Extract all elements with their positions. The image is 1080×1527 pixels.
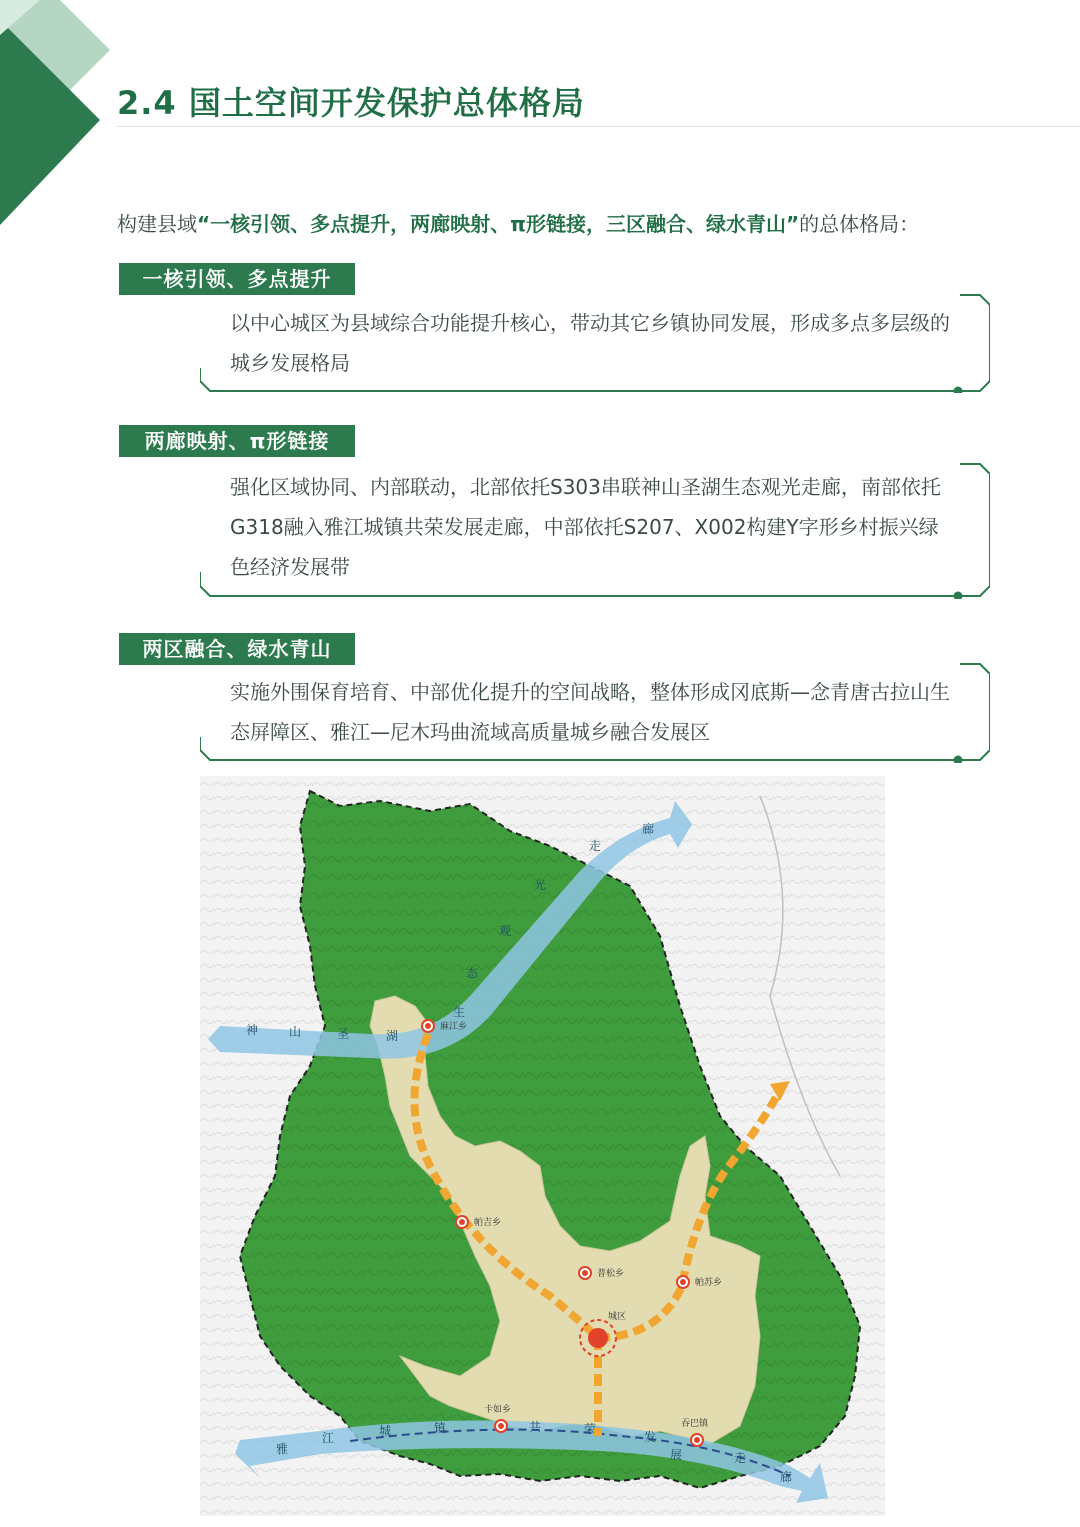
core-city-marker [588, 1328, 608, 1348]
corner-decoration [0, 0, 110, 230]
south-char: 镇 [433, 1421, 447, 1435]
north-char: 光 [533, 878, 547, 892]
section-heading-zones: 两区融合、绿水青山 [119, 633, 355, 665]
section-body-zones: 实施外围保育培育、中部优化提升的空间战略，整体形成冈底斯—念青唐古拉山生态屏障区、雅江—尼木玛曲流域高质量城乡融合发展区 [230, 680, 950, 744]
town-label: 普松乡 [597, 1269, 625, 1279]
north-char: 生 [452, 1005, 466, 1019]
north-char: 神 [245, 1023, 259, 1037]
south-char: 展 [669, 1448, 683, 1462]
section-heading-core: 一核引领、多点提升 [119, 263, 355, 295]
north-char: 圣 [336, 1027, 350, 1041]
town-marker-dot [425, 1023, 431, 1029]
intro-suffix: 的总体格局： [799, 212, 920, 236]
title-divider [117, 126, 1080, 127]
town-marker-dot [459, 1219, 465, 1225]
town-marker-dot [582, 1270, 588, 1276]
south-char: 共 [528, 1420, 542, 1434]
north-char: 廊 [641, 822, 655, 836]
section-panel-core [200, 293, 990, 393]
town-label: 吞巴镇 [681, 1419, 709, 1429]
intro-prefix: 构建县域 [117, 212, 197, 236]
section-body-core: 以中心城区为县域综合功能提升核心，带动其它乡镇协同发展，形成多点多层级的城乡发展格局 [230, 311, 950, 375]
north-char: 山 [288, 1025, 302, 1039]
south-char: 走 [733, 1451, 747, 1465]
south-char: 廊 [779, 1470, 793, 1484]
town-marker-dot [498, 1423, 504, 1429]
spatial-pattern-map [200, 776, 885, 1516]
town-label: 城区 [608, 1312, 627, 1322]
intro-text [117, 208, 919, 237]
south-char: 发 [643, 1430, 657, 1444]
section-heading-corridors: 两廊映射、π形链接 [119, 425, 355, 457]
town-label: 卡如乡 [484, 1405, 512, 1415]
section-panel-zones [200, 662, 990, 763]
town-label: 帕苏乡 [695, 1278, 723, 1288]
south-char: 荣 [583, 1422, 597, 1436]
section-panel-corridors [200, 462, 990, 599]
south-char: 江 [321, 1431, 335, 1445]
town-label: 帕吉乡 [474, 1218, 502, 1228]
south-char: 城 [378, 1424, 392, 1438]
town-label: 麻江乡 [440, 1022, 468, 1032]
south-char: 雅 [275, 1442, 289, 1456]
town-marker-dot [680, 1279, 686, 1285]
north-char: 观 [498, 924, 512, 938]
north-char: 走 [588, 839, 602, 853]
section-body-corridors: 强化区域协同、内部联动，北部依托S303串联神山圣湖生态观光走廊，南部依托G318融入雅江城镇共荣发展走廊，中部依托S207、X002构建Y字形乡村振兴绿色经济发展带 [230, 475, 941, 579]
intro-highlight: “一核引领、多点提升，两廊映射、π形链接，三区融合、绿水青山” [197, 212, 800, 236]
town-marker-dot [694, 1437, 700, 1443]
north-char: 湖 [385, 1029, 399, 1043]
north-char: 态 [465, 966, 479, 980]
page-title: 2.4 国土空间开发保护总体格局 [117, 84, 585, 122]
